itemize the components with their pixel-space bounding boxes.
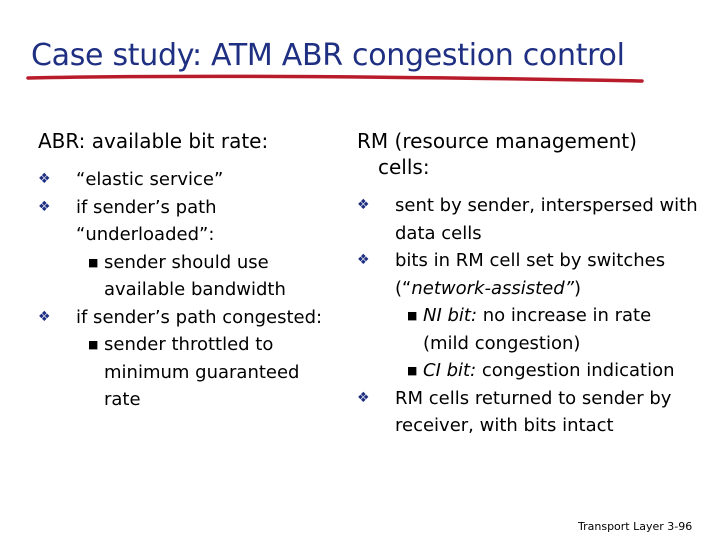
sub-list-item xyxy=(395,357,702,385)
list-item xyxy=(38,166,338,194)
bullet-text: “elastic service” xyxy=(76,169,224,190)
bullet-text-pre: bits in RM cell set by switches (“ xyxy=(395,250,666,299)
slide-footer xyxy=(578,520,692,533)
right-heading-line2: cells: xyxy=(378,155,430,179)
sub-list-item xyxy=(76,331,338,414)
sub-list xyxy=(76,331,338,414)
right-bullet-list xyxy=(357,192,702,440)
right-heading-line1: RM (resource management) xyxy=(357,129,637,153)
page-number: 3-96 xyxy=(667,520,693,533)
left-bullet-list xyxy=(38,166,338,414)
square-bullet-icon: ■ xyxy=(88,338,99,351)
sub-bullet-text: no increase in rate (mild congestion) xyxy=(423,305,652,354)
diamond-bullet-icon: ❖ xyxy=(357,389,370,406)
diamond-bullet-icon: ❖ xyxy=(357,197,370,213)
slide-title: Case study: ATM ABR congestion control xyxy=(31,38,625,73)
bullet-text-italic: network-assisted” xyxy=(411,277,575,299)
right-column xyxy=(357,128,702,440)
bullet-text: if sender’s path “underloaded”: xyxy=(76,196,217,245)
list-item xyxy=(357,385,702,440)
bullet-text: sent by sender, interspersed with data cells xyxy=(395,195,698,244)
sub-bullet-label: NI bit: xyxy=(423,305,478,326)
square-bullet-icon: ■ xyxy=(407,309,418,322)
sub-bullet-text: sender should use available bandwidth xyxy=(104,251,286,300)
diamond-bullet-icon: ❖ xyxy=(38,171,51,187)
bullet-text: RM cells returned to sender by receiver, with bits intact xyxy=(395,387,672,436)
sub-list xyxy=(76,249,338,304)
right-heading xyxy=(357,128,702,180)
left-heading: ABR: available bit rate: xyxy=(38,129,269,153)
bullet-text: if sender’s path congested: xyxy=(76,306,323,328)
sub-list-item xyxy=(395,302,702,357)
diamond-bullet-icon: ❖ xyxy=(38,198,51,215)
list-item xyxy=(357,247,702,385)
sub-bullet-label: CI bit: xyxy=(423,360,477,381)
diamond-bullet-icon: ❖ xyxy=(38,308,51,325)
list-item xyxy=(357,192,702,247)
list-item xyxy=(38,304,338,414)
footer-label: Transport Layer xyxy=(578,520,664,533)
sub-list-item xyxy=(76,249,338,304)
sub-bullet-text: congestion indication xyxy=(476,360,675,381)
square-bullet-icon: ■ xyxy=(407,364,418,377)
diamond-bullet-icon: ❖ xyxy=(357,252,370,268)
left-column xyxy=(38,128,338,414)
sub-list xyxy=(395,302,702,385)
sub-bullet-text: sender throttled to minimum guaranteed rate xyxy=(104,334,300,410)
square-bullet-icon: ■ xyxy=(88,255,99,269)
list-item xyxy=(38,194,338,304)
title-underline xyxy=(26,72,646,86)
bullet-text-post: ) xyxy=(574,277,582,299)
